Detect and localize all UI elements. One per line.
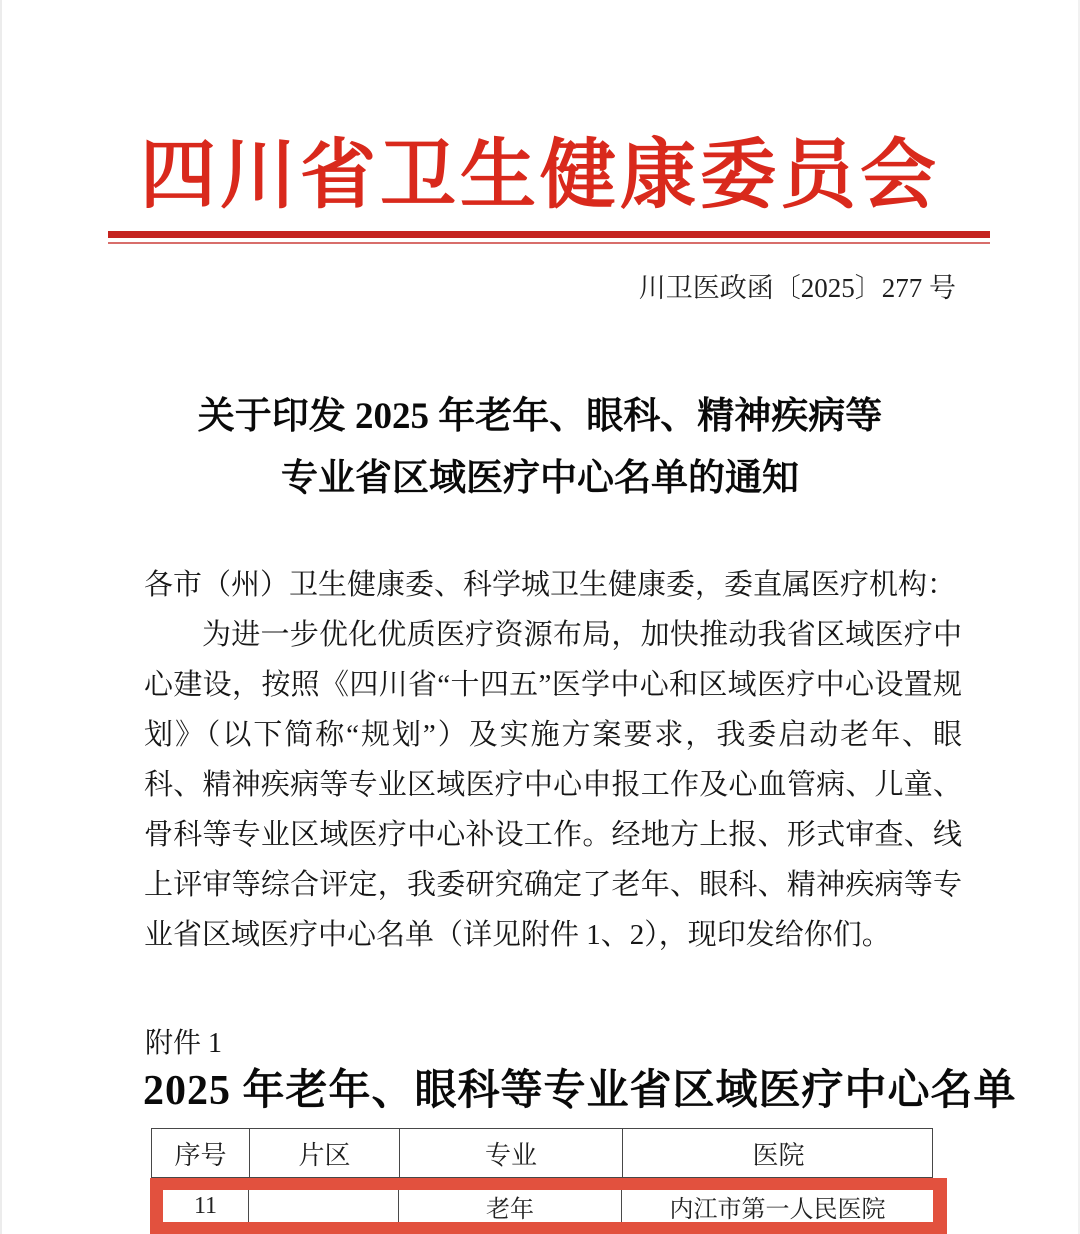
row-cell-specialty: 老年: [398, 1190, 621, 1222]
document-body: [144, 560, 962, 960]
column-header-region: 片区: [249, 1129, 399, 1177]
document-title: [0, 386, 1080, 510]
column-header-seq: 序号: [174, 1140, 227, 1170]
letterhead-divider: [108, 231, 990, 244]
attachment-label: 附件 1: [145, 1028, 223, 1059]
row-cell-region: [248, 1190, 398, 1222]
salutation-line: 各市（州）卫生健康委、科学城卫生健康委，委直属医疗机构：: [144, 569, 957, 601]
highlighted-row-marker: [150, 1178, 947, 1234]
document-title-line-1: 关于印发 2025 年老年、眼科、精神疾病等: [197, 396, 883, 437]
document-title-line-2: 专业省区域医疗中心名单的通知: [281, 458, 799, 499]
letterhead-divider-thick-line: [108, 231, 990, 238]
row-cell-hospital: 内江市第一人民医院: [621, 1190, 933, 1222]
row-cell-seq: 11: [193, 1192, 218, 1219]
table-row: [163, 1190, 933, 1222]
roster-table-header-row: [151, 1128, 933, 1178]
attachment-table-heading: 2025 年老年、眼科等专业省区域医疗中心名单: [143, 1068, 1017, 1114]
document-reference-number: 川卫医政函〔2025〕277 号: [638, 273, 956, 303]
letterhead-divider-thin-line: [108, 242, 990, 244]
column-header-specialty: 专业: [399, 1129, 622, 1177]
agency-letterhead-title: 四川省卫生健康委员会: [140, 134, 940, 218]
column-header-hospital: 医院: [622, 1129, 934, 1177]
body-paragraph: 为进一步优化优质医疗资源布局，加快推动我省区域医疗中心建设，按照《四川省“十四五”医学中心和区域医疗中心设置规划》（以下简称“规划”）及实施方案要求，我委启动老年、眼科、精神疾病等专业区域医疗中心申报工作及心血管病、儿童、骨科等专业区域医疗中心补设工作。经地方上报、形式审查、线上评审等综合评定，我委研究确定了老年、眼科、精神疾病等专业省区域医疗中心名单（详见附件 1、2），现印发给你们。: [144, 619, 962, 951]
